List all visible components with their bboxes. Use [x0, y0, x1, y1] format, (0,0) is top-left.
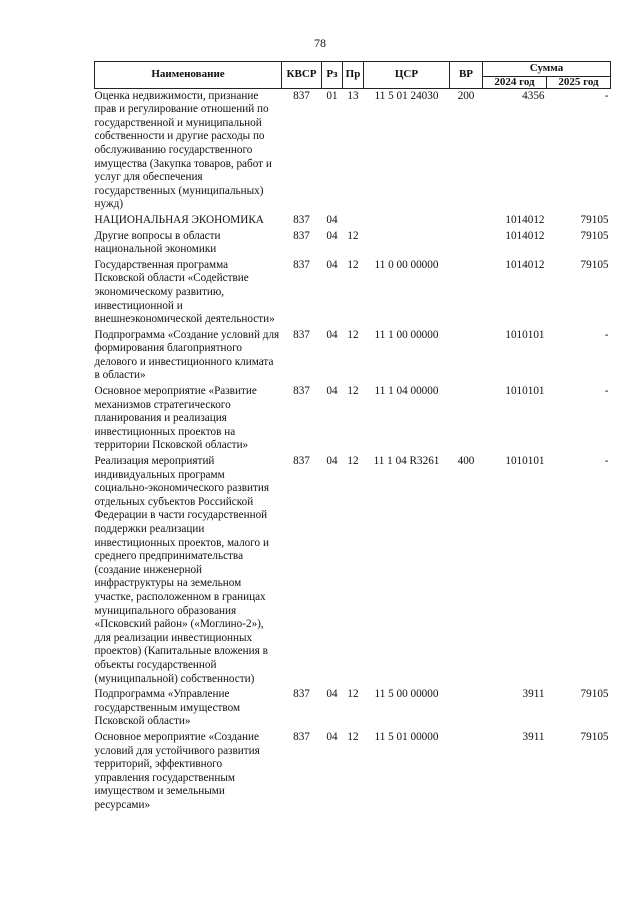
row-sum-2025: 79105 [580, 229, 609, 242]
row-csr: 11 1 04 R3261 [373, 455, 440, 468]
row-vr [450, 230, 483, 259]
header-year-2025: 2025 год [547, 76, 611, 88]
row-pr: 12 [347, 730, 359, 743]
row-sum-2024: 1014012 [505, 229, 545, 242]
row-pr: 12 [347, 385, 359, 398]
row-name: Государственная программа Псковской области «Содействие экономическому развитию, инвестиционной и внешнеэкономической деятельности» [94, 258, 275, 326]
row-name: Подпрограмма «Создание условий для формирования благоприятного делового и инвестиционного климата в области» [94, 328, 280, 382]
row-sum-2025: - [604, 328, 609, 341]
row-sum-2025: - [604, 385, 609, 398]
table-row [95, 230, 611, 259]
table-row [95, 385, 611, 455]
row-csr: 11 5 01 24030 [374, 89, 439, 102]
header-rz: Рз [322, 62, 343, 89]
row-sum-2025: 79105 [580, 258, 609, 271]
header-year-2024: 2024 год [483, 76, 547, 88]
table-row [95, 259, 611, 329]
row-csr: 11 5 00 00000 [374, 688, 439, 701]
row-sum-2025: 79105 [580, 688, 609, 701]
table-row [95, 88, 611, 214]
header-sum: Сумма [483, 62, 611, 77]
row-vr: 400 [457, 455, 475, 468]
row-sum-2024: 1014012 [505, 258, 545, 271]
row-kvsr: 837 [293, 229, 310, 242]
row-csr: 11 5 01 00000 [374, 730, 439, 743]
row-kvsr: 837 [293, 385, 310, 398]
row-pr: 12 [347, 258, 359, 271]
table-row [95, 329, 611, 385]
row-rz: 01 [326, 89, 338, 102]
row-vr [450, 731, 483, 815]
header-kvsr: КВСР [282, 62, 322, 89]
row-sum-2024: 1010101 [505, 328, 545, 341]
row-sum-2025: - [604, 455, 609, 468]
row-kvsr: 837 [293, 89, 310, 102]
row-kvsr: 837 [293, 688, 310, 701]
row-rz: 04 [326, 730, 338, 743]
row-sum-2025: - [604, 89, 609, 102]
budget-table [94, 61, 611, 814]
row-name: Другие вопросы в области национальной экономики [94, 229, 221, 256]
row-pr: 12 [347, 688, 359, 701]
row-rz: 04 [326, 229, 338, 242]
row-sum-2024: 3911 [522, 688, 545, 701]
page-number: 78 [314, 36, 326, 50]
row-name: Оценка недвижимости, признание прав и регулирование отношений по государственной и муниципальной собственности и другие расходы по обслуживанию государственного имущества (Закупка товаров, работ и услуг для обеспечения государственных (муниципальных) нужд) [94, 89, 272, 211]
row-pr [343, 214, 364, 230]
header-pr: Пр [343, 62, 364, 89]
row-vr [450, 385, 483, 455]
row-name: Подпрограмма «Управление государственным имуществом Псковской области» [94, 688, 241, 728]
row-sum-2024: 1010101 [505, 455, 545, 468]
row-pr: 12 [347, 328, 359, 341]
row-pr: 12 [347, 455, 359, 468]
table-row [95, 731, 611, 815]
row-vr [450, 688, 483, 731]
row-vr [450, 259, 483, 329]
row-csr: 11 1 00 00000 [374, 328, 439, 341]
row-vr [450, 329, 483, 385]
row-sum-2024: 1014012 [505, 213, 545, 226]
row-csr [364, 214, 450, 230]
row-sum-2024: 1010101 [505, 385, 545, 398]
table-row [95, 688, 611, 731]
row-rz: 04 [326, 213, 338, 226]
row-name: Основное мероприятие «Развитие механизмов стратегического планирования и реализация инвестиционных проектов на территории Псковской области» [94, 385, 257, 452]
row-name: Основное мероприятие «Создание условий для устойчивого развития территорий, эффективного управления государственным имуществом и земельными ресурсами» [94, 730, 260, 811]
row-kvsr: 837 [293, 213, 310, 226]
row-sum-2024: 3911 [522, 730, 545, 743]
row-vr [450, 214, 483, 230]
row-vr: 200 [457, 89, 475, 102]
header-name: Наименование [95, 62, 282, 89]
row-name: Реализация мероприятий индивидуальных программ социально-экономического развития отдельных субъектов Российской Федерации в части государственной поддержки реализации инвестиционных проектов, малого и среднего предпринимательства (создание инженерной инфраструктуры на земельном участке, расположенном в границах муниципального образования «Псковский район» («Моглино-2»), для реализации инвестиционных проектов) (Капитальные вложения в объекты государственной (муниципальной) собственности) [94, 455, 270, 685]
row-rz: 04 [326, 455, 338, 468]
row-rz: 04 [326, 688, 338, 701]
row-pr: 13 [347, 89, 359, 102]
header-vr: ВР [450, 62, 483, 89]
row-kvsr: 837 [293, 730, 310, 743]
row-kvsr: 837 [293, 258, 310, 271]
row-kvsr: 837 [293, 328, 310, 341]
header-csr: ЦСР [364, 62, 450, 89]
row-rz: 04 [326, 385, 338, 398]
row-sum-2025: 79105 [580, 730, 609, 743]
row-csr: 11 1 04 00000 [374, 385, 439, 398]
row-kvsr: 837 [293, 455, 310, 468]
row-sum-2025: 79105 [580, 213, 609, 226]
table-row [95, 214, 611, 230]
row-name: НАЦИОНАЛЬНАЯ ЭКОНОМИКА [94, 213, 264, 226]
row-rz: 04 [326, 258, 338, 271]
row-csr [364, 230, 450, 259]
row-sum-2024: 4356 [522, 89, 545, 102]
row-pr: 12 [347, 229, 359, 242]
row-csr: 11 0 00 00000 [374, 258, 439, 271]
row-rz: 04 [326, 328, 338, 341]
table-row [95, 455, 611, 688]
